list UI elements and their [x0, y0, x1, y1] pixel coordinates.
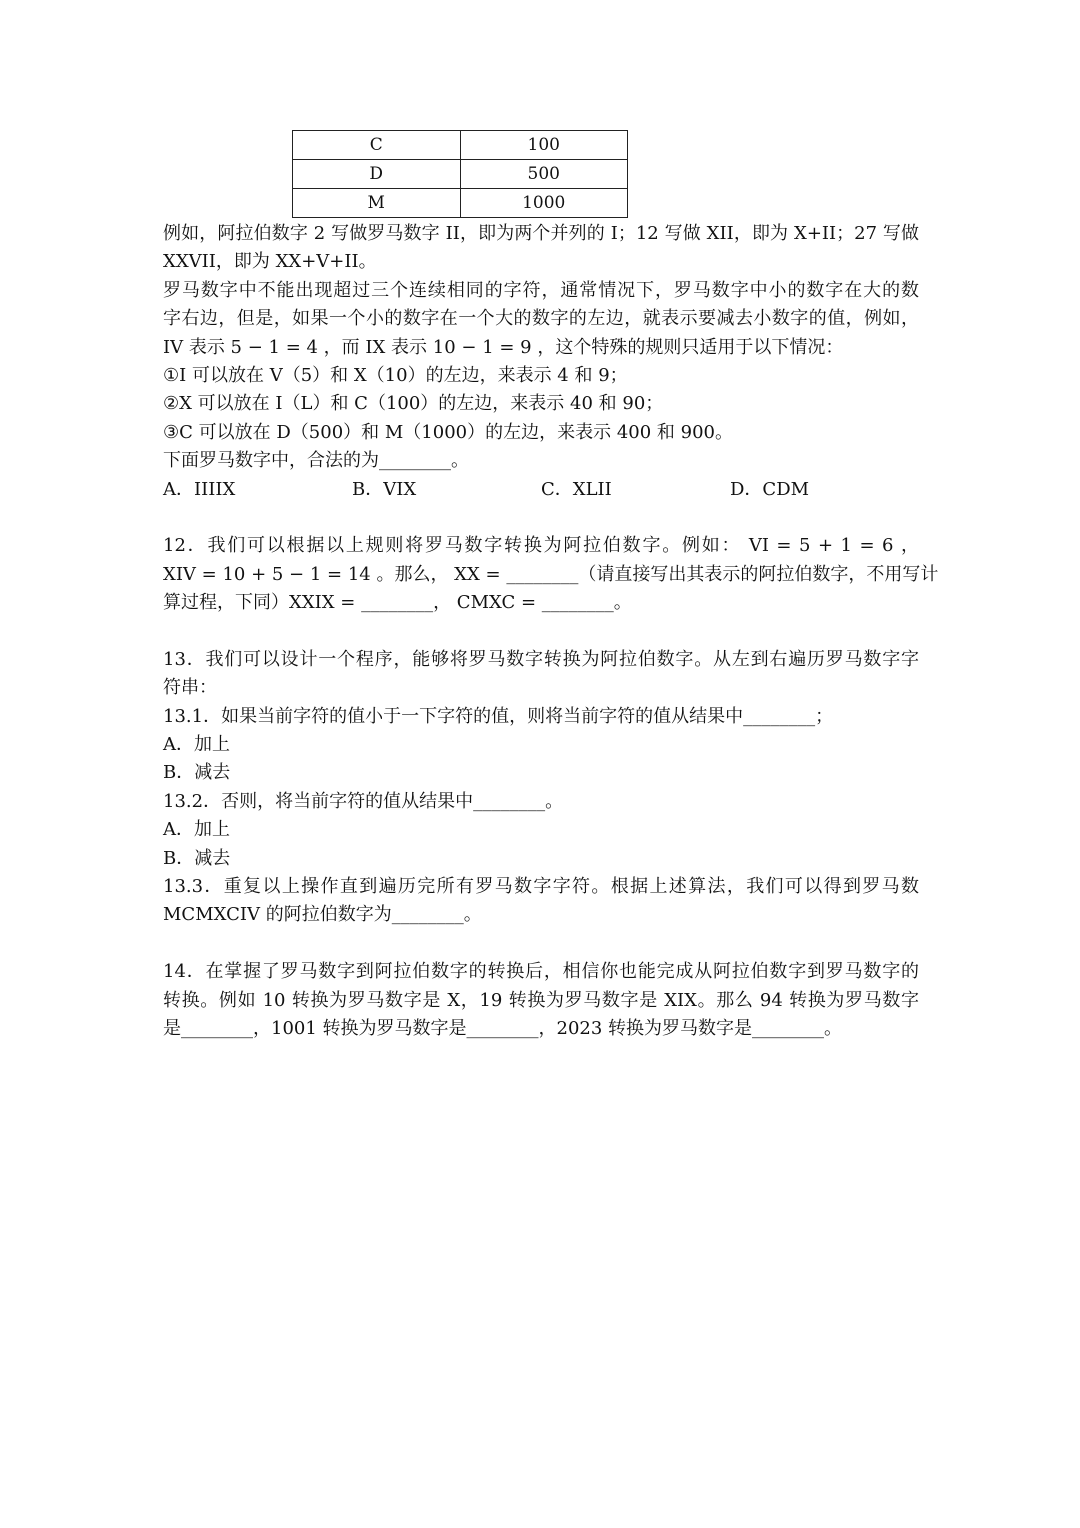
option-a: A．IIIIX — [163, 478, 236, 500]
question-14-line: 转换。例如 10 转换为罗马数字是 X，19 转换为罗马数字是 XIX。那么 94 转换为罗马数字 — [163, 989, 919, 1011]
question-13-line: 符串： — [163, 677, 217, 699]
roman-numeral-table — [292, 130, 628, 218]
table-cell-symbol: C — [293, 131, 461, 160]
question-12-line: 12．我们可以根据以上规则将罗马数字转换为阿拉伯数字。例如： VI = 5 + 1 = 6 ， — [163, 535, 919, 557]
question-13-1: 13.1．如果当前字符的值小于一下字符的值，则将当前字符的值从结果中________； — [163, 705, 834, 727]
question-11-options — [163, 476, 919, 504]
question-11-prompt: 下面罗马数字中，合法的为________。 — [163, 450, 469, 472]
table-cell-symbol: D — [293, 160, 461, 189]
question-12-line: 算过程，下同）XXIX = ________， CMXC = ________。 — [163, 592, 632, 614]
option-b: B．VIX — [352, 478, 417, 500]
document-body — [163, 220, 939, 1043]
option-c: C．XLII — [541, 478, 612, 500]
option-b: B．减去 — [163, 847, 231, 869]
intro-line: 罗马数字中不能出现超过三个连续相同的字符，通常情况下，罗马数字中小的数字在大的数 — [163, 279, 919, 301]
question-13-2: 13.2．否则，将当前字符的值从结果中________。 — [163, 790, 564, 812]
table-cell-symbol: M — [293, 189, 461, 218]
table-cell-value: 500 — [460, 160, 628, 189]
question-13-3: MCMXCIV 的阿拉伯数字为________。 — [163, 904, 482, 926]
question-14-line: 14．在掌握了罗马数字到阿拉伯数字的转换后，相信你也能完成从阿拉伯数字到罗马数字的 — [163, 961, 919, 983]
table-row — [293, 131, 628, 160]
option-b: B．减去 — [163, 762, 231, 784]
table-row — [293, 160, 628, 189]
rule-item: ①I 可以放在 V（5）和 X（10）的左边，来表示 4 和 9； — [163, 364, 628, 386]
question-13-3: 13.3．重复以上操作直到遍历完所有罗马数字字符。根据上述算法，我们可以得到罗马数 — [163, 875, 919, 897]
option-a: A．加上 — [163, 734, 230, 756]
intro-line: XXVII，即为 XX+V+II。 — [163, 251, 377, 273]
question-14-line: 是________，1001 转换为罗马数字是________，2023 转换为罗马数字是________。 — [163, 1017, 843, 1039]
intro-line: 例如，阿拉伯数字 2 写做罗马数字 II，即为两个并列的 I；12 写做 XII，即为 X+II；27 写做 — [163, 223, 919, 244]
option-d: D．CDM — [730, 478, 810, 500]
rule-item: ②X 可以放在 I（L）和 C（100）的左边，来表示 40 和 90； — [163, 393, 664, 415]
rule-item: ③C 可以放在 D（500）和 M（1000）的左边，来表示 400 和 900。 — [163, 421, 733, 443]
table-row — [293, 189, 628, 218]
intro-line: 字右边，但是，如果一个小的数字在一个大的数字的左边，就表示要减去小数字的值，例如， — [163, 308, 919, 330]
table-cell-value: 1000 — [460, 189, 628, 218]
option-a: A．加上 — [163, 819, 230, 841]
question-13-line: 13．我们可以设计一个程序，能够将罗马数字转换为阿拉伯数字。从左到右遍历罗马数字字 — [163, 648, 919, 670]
question-12-line: XIV = 10 + 5 − 1 = 14 。那么， XX = ________（请直接写出其表示的阿拉伯数字，不用写计 — [163, 563, 939, 585]
table-cell-value: 100 — [460, 131, 628, 160]
intro-line: IV 表示 5 − 1 = 4 ，而 IX 表示 10 − 1 = 9 ，这个特殊的规则只适用于以下情况： — [163, 336, 844, 358]
